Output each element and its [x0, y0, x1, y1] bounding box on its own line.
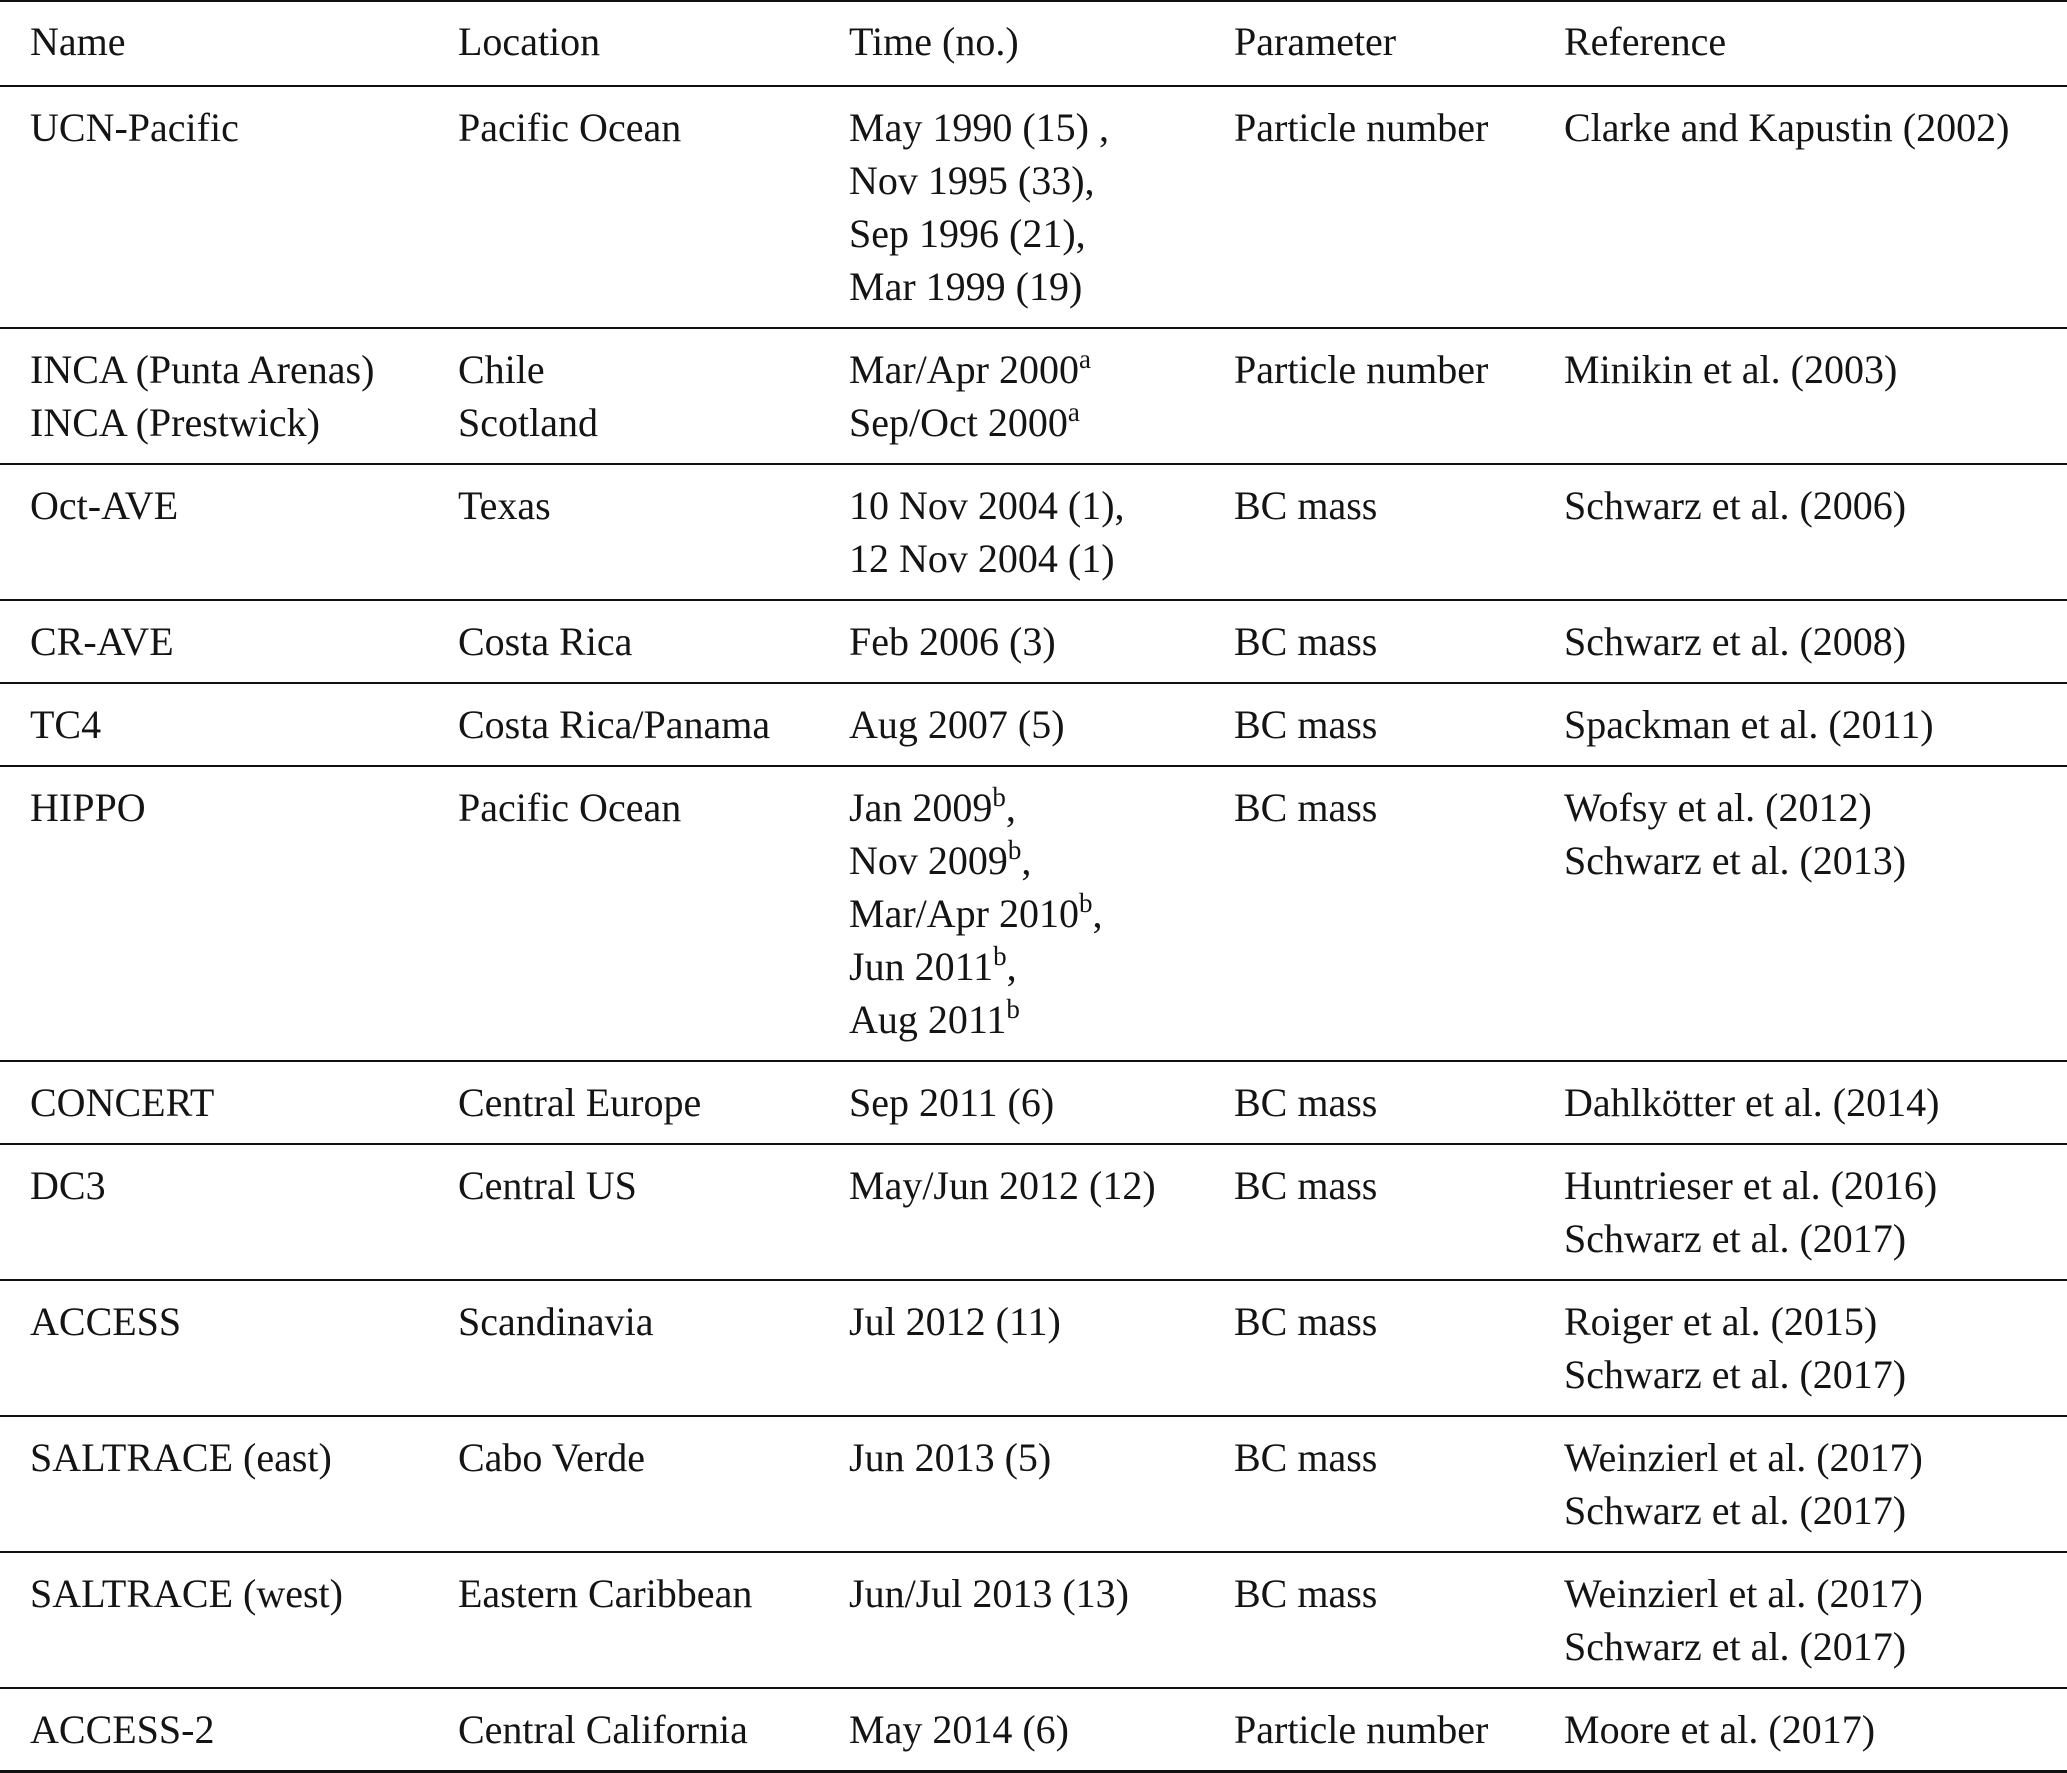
time-line: [849, 1703, 1234, 1756]
time-suffix: ,: [1021, 838, 1032, 883]
footnote-marker: b: [1078, 888, 1093, 918]
cell-reference: [1564, 1688, 2067, 1772]
cell-parameter: [1234, 600, 1564, 683]
header-row: [0, 1, 2067, 86]
time-text: 12 Nov 2004 (1): [849, 536, 1115, 581]
reference-text: Schwarz et al. (2006): [1564, 483, 1907, 528]
reference-text: Schwarz et al. (2017): [1564, 1624, 1907, 1669]
cell-reference: [1564, 1552, 2067, 1688]
time-line: [849, 1076, 1234, 1129]
cell-parameter: [1234, 464, 1564, 600]
cell-time: [849, 86, 1234, 328]
cell-reference: [1564, 766, 2067, 1061]
parameter-text: BC mass: [1234, 483, 1378, 528]
table-row: [0, 683, 2067, 766]
time-suffix: ,: [1005, 785, 1016, 830]
table-body: [0, 86, 2067, 1772]
time-text: Nov 1995 (33),: [849, 158, 1095, 203]
cell-reference: [1564, 1280, 2067, 1416]
table-row: [0, 1688, 2067, 1772]
cell-name: [0, 1688, 458, 1772]
cell-name: [0, 1280, 458, 1416]
cell-time: [849, 1416, 1234, 1552]
table-row: [0, 1061, 2067, 1144]
time-text: Nov 2009: [849, 838, 1008, 883]
name-text: UCN-Pacific: [30, 105, 239, 150]
time-line: [849, 532, 1234, 585]
time-text: Jun/Jul 2013 (13): [849, 1571, 1129, 1616]
name-text: DC3: [30, 1163, 106, 1208]
footnote-marker: b: [1007, 835, 1022, 865]
parameter-text: BC mass: [1234, 785, 1378, 830]
time-text: May 2014 (6): [849, 1707, 1069, 1752]
parameter-text: BC mass: [1234, 1435, 1378, 1480]
time-line: [849, 615, 1234, 668]
cell-name: [0, 86, 458, 328]
cell-location: [458, 464, 849, 600]
cell-location: [458, 1061, 849, 1144]
name-text: INCA (Punta Arenas): [30, 347, 375, 392]
name-text: SALTRACE (west): [30, 1571, 343, 1616]
cell-location: [458, 766, 849, 1061]
cell-location: [458, 600, 849, 683]
time-text: Mar/Apr 2010: [849, 891, 1079, 936]
cell-parameter: [1234, 1552, 1564, 1688]
parameter-text: BC mass: [1234, 619, 1378, 664]
cell-name: [0, 766, 458, 1061]
cell-location: [458, 683, 849, 766]
time-line: [849, 698, 1234, 751]
reference-text: Moore et al. (2017): [1564, 1707, 1876, 1752]
cell-name: [0, 1552, 458, 1688]
time-text: Sep 1996 (21),: [849, 211, 1086, 256]
table-row: [0, 1552, 2067, 1688]
reference-text: Schwarz et al. (2017): [1564, 1216, 1907, 1261]
cell-location: [458, 1144, 849, 1280]
name-text: HIPPO: [30, 785, 146, 830]
cell-reference: [1564, 328, 2067, 464]
reference-text: Minikin et al. (2003): [1564, 347, 1898, 392]
time-suffix: ,: [1092, 891, 1103, 936]
cell-reference: [1564, 86, 2067, 328]
cell-parameter: [1234, 1688, 1564, 1772]
reference-text: Spackman et al. (2011): [1564, 702, 1934, 747]
table-row: [0, 600, 2067, 683]
time-text: May 1990 (15) ,: [849, 105, 1109, 150]
time-text: Mar 1999 (19): [849, 264, 1083, 309]
location-text: Scotland: [458, 400, 598, 445]
cell-location: [458, 86, 849, 328]
location-text: Central Europe: [458, 1080, 702, 1125]
parameter-text: Particle number: [1234, 347, 1489, 392]
table-header: [0, 1, 2067, 86]
reference-text: Roiger et al. (2015): [1564, 1299, 1878, 1344]
cell-parameter: [1234, 86, 1564, 328]
cell-name: [0, 328, 458, 464]
table-row: [0, 1416, 2067, 1552]
table-row: [0, 328, 2067, 464]
reference-text: Schwarz et al. (2017): [1564, 1352, 1907, 1397]
location-text: Cabo Verde: [458, 1435, 645, 1480]
reference-text: Schwarz et al. (2013): [1564, 838, 1907, 883]
cell-time: [849, 683, 1234, 766]
time-line: [849, 940, 1234, 993]
reference-text: Huntrieser et al. (2016): [1564, 1163, 1938, 1208]
reference-text: Schwarz et al. (2008): [1564, 619, 1907, 664]
cell-time: [849, 1144, 1234, 1280]
parameter-text: BC mass: [1234, 702, 1378, 747]
cell-time: [849, 600, 1234, 683]
time-line: [849, 834, 1234, 887]
time-line: [849, 207, 1234, 260]
table-row: [0, 86, 2067, 328]
reference-text: Clarke and Kapustin (2002): [1564, 105, 2010, 150]
footnote-marker: a: [1078, 344, 1091, 374]
table-row: [0, 1280, 2067, 1416]
cell-parameter: [1234, 1144, 1564, 1280]
time-line: [849, 343, 1234, 396]
header-time: Time (no.): [849, 19, 1019, 64]
time-line: [849, 1295, 1234, 1348]
time-text: Jan 2009: [849, 785, 993, 830]
location-text: Scandinavia: [458, 1299, 654, 1344]
location-text: Costa Rica/Panama: [458, 702, 771, 747]
time-line: [849, 260, 1234, 313]
cell-location: [458, 1552, 849, 1688]
reference-text: Dahlkötter et al. (2014): [1564, 1080, 1940, 1125]
time-text: Aug 2007 (5): [849, 702, 1065, 747]
time-line: [849, 396, 1234, 449]
parameter-text: BC mass: [1234, 1163, 1378, 1208]
cell-time: [849, 1061, 1234, 1144]
parameter-text: Particle number: [1234, 105, 1489, 150]
time-line: [849, 993, 1234, 1046]
name-text: Oct-AVE: [30, 483, 179, 528]
parameter-text: BC mass: [1234, 1571, 1378, 1616]
time-text: Jun 2011: [849, 944, 994, 989]
reference-text: Schwarz et al. (2017): [1564, 1488, 1907, 1533]
footnote-marker: b: [993, 941, 1007, 971]
cell-reference: [1564, 683, 2067, 766]
cell-name: [0, 1416, 458, 1552]
name-text: TC4: [30, 702, 102, 747]
cell-name: [0, 464, 458, 600]
time-text: Jun 2013 (5): [849, 1435, 1052, 1480]
reference-text: Weinzierl et al. (2017): [1564, 1435, 1923, 1480]
cell-name: [0, 600, 458, 683]
header-name: Name: [30, 19, 126, 64]
header-parameter: Parameter: [1234, 19, 1397, 64]
cell-reference: [1564, 1144, 2067, 1280]
location-text: Central US: [458, 1163, 637, 1208]
time-text: Sep 2011 (6): [849, 1080, 1055, 1125]
cell-location: [458, 1688, 849, 1772]
time-line: [849, 1431, 1234, 1484]
cell-name: [0, 683, 458, 766]
cell-time: [849, 1280, 1234, 1416]
cell-parameter: [1234, 328, 1564, 464]
header-location: Location: [458, 19, 601, 64]
name-text: ACCESS: [30, 1299, 182, 1344]
name-text: ACCESS-2: [30, 1707, 215, 1752]
reference-text: Wofsy et al. (2012): [1564, 785, 1872, 830]
cell-name: [0, 1061, 458, 1144]
cell-parameter: [1234, 1061, 1564, 1144]
name-text: CONCERT: [30, 1080, 215, 1125]
cell-time: [849, 1552, 1234, 1688]
location-text: Chile: [458, 347, 545, 392]
reference-text: Weinzierl et al. (2017): [1564, 1571, 1923, 1616]
cell-time: [849, 328, 1234, 464]
cell-reference: [1564, 1416, 2067, 1552]
time-text: Feb 2006 (3): [849, 619, 1056, 664]
time-suffix: ,: [1006, 944, 1017, 989]
name-text: SALTRACE (east): [30, 1435, 332, 1480]
location-text: Pacific Ocean: [458, 785, 682, 830]
time-line: [849, 781, 1234, 834]
cell-time: [849, 766, 1234, 1061]
time-line: [849, 154, 1234, 207]
time-text: May/Jun 2012 (12): [849, 1163, 1156, 1208]
cell-time: [849, 1688, 1234, 1772]
location-text: Central California: [458, 1707, 748, 1752]
cell-reference: [1564, 464, 2067, 600]
time-line: [849, 479, 1234, 532]
parameter-text: Particle number: [1234, 1707, 1489, 1752]
cell-parameter: [1234, 766, 1564, 1061]
parameter-text: BC mass: [1234, 1299, 1378, 1344]
name-text: CR-AVE: [30, 619, 174, 664]
cell-parameter: [1234, 683, 1564, 766]
time-line: [849, 887, 1234, 940]
table-row: [0, 464, 2067, 600]
location-text: Texas: [458, 483, 551, 528]
time-text: 10 Nov 2004 (1),: [849, 483, 1125, 528]
location-text: Pacific Ocean: [458, 105, 682, 150]
time-text: Aug 2011: [849, 997, 1007, 1042]
time-line: [849, 1159, 1234, 1212]
table-row: [0, 1144, 2067, 1280]
cell-reference: [1564, 600, 2067, 683]
header-reference: Reference: [1564, 19, 1727, 64]
location-text: Eastern Caribbean: [458, 1571, 753, 1616]
cell-name: [0, 1144, 458, 1280]
parameter-text: BC mass: [1234, 1080, 1378, 1125]
footnote-marker: a: [1067, 397, 1080, 427]
time-text: Mar/Apr 2000: [849, 347, 1079, 392]
time-text: Sep/Oct 2000: [849, 400, 1068, 445]
cell-location: [458, 1280, 849, 1416]
cell-parameter: [1234, 1280, 1564, 1416]
cell-reference: [1564, 1061, 2067, 1144]
name-text: INCA (Prestwick): [30, 400, 320, 445]
cell-parameter: [1234, 1416, 1564, 1552]
table-row: [0, 766, 2067, 1061]
cell-location: [458, 328, 849, 464]
time-line: [849, 101, 1234, 154]
footnote-marker: b: [1006, 994, 1020, 1024]
time-line: [849, 1567, 1234, 1620]
time-text: Jul 2012 (11): [849, 1299, 1061, 1344]
cell-time: [849, 464, 1234, 600]
location-text: Costa Rica: [458, 619, 633, 664]
cell-location: [458, 1416, 849, 1552]
footnote-marker: b: [992, 782, 1006, 812]
